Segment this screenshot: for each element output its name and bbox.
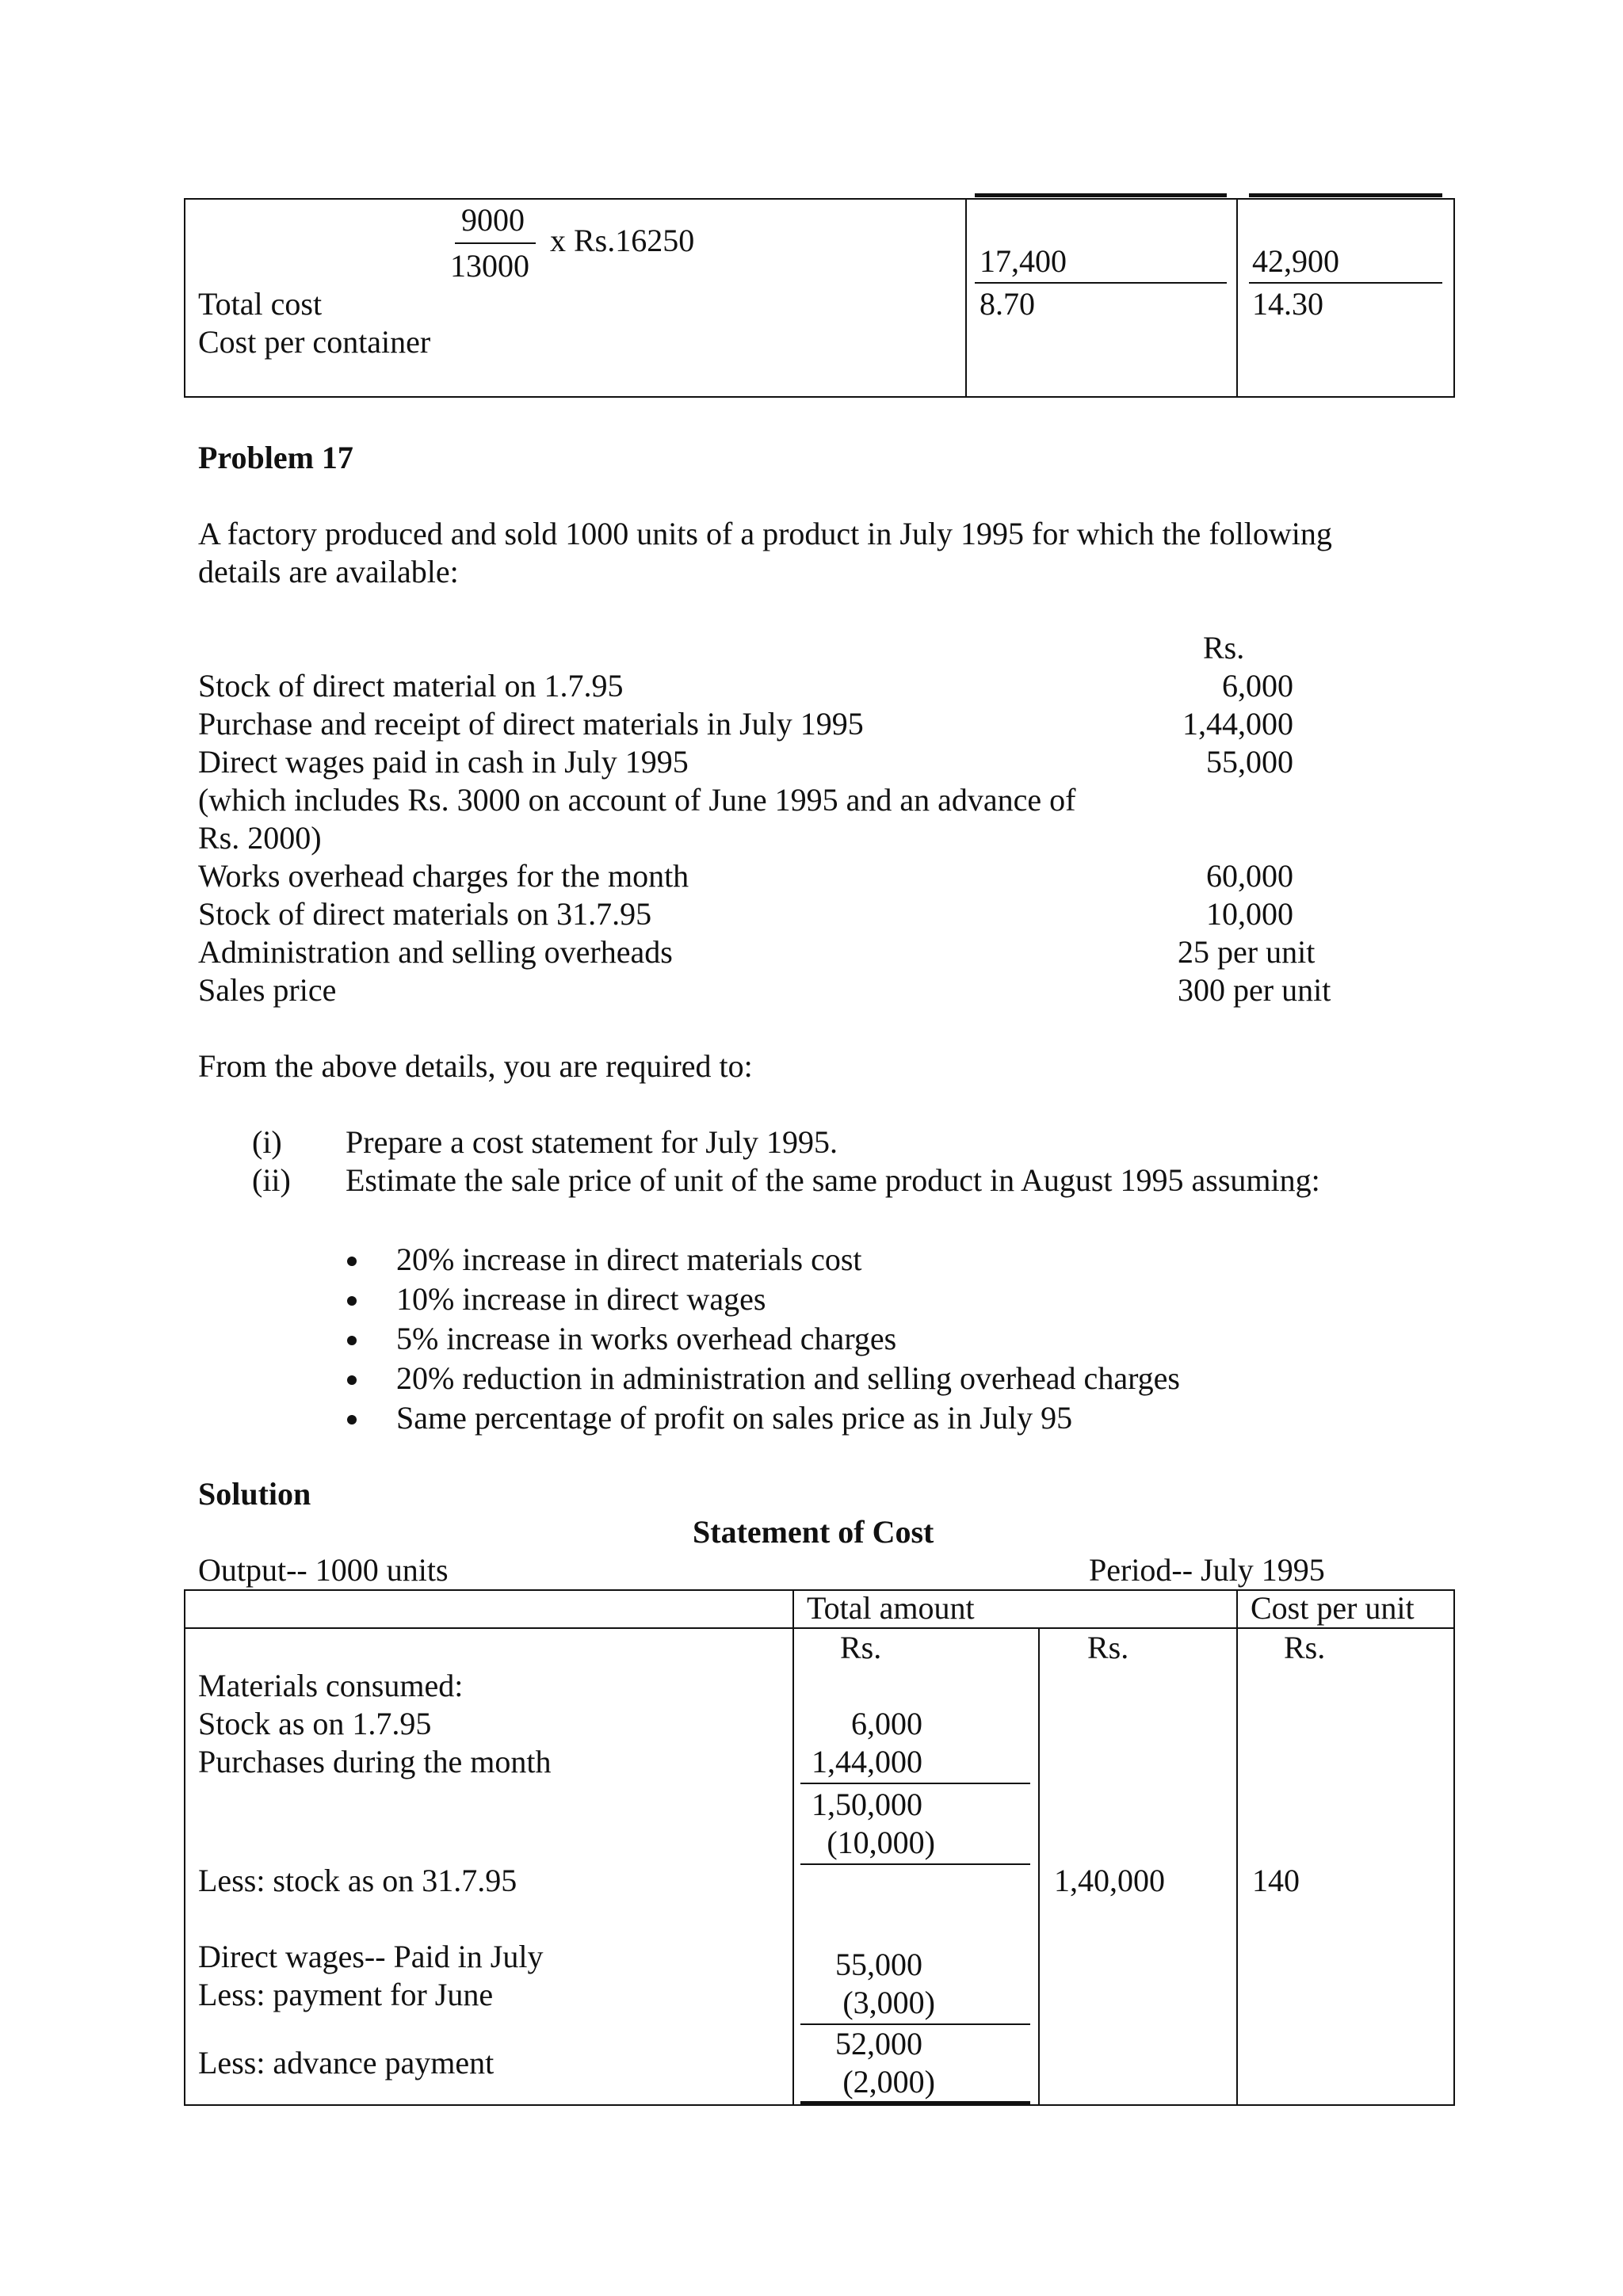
assumption-item: Same percentage of profit on sales price as in July 95	[396, 1400, 1073, 1436]
solution-heading: Solution	[198, 1476, 311, 1512]
task-number: (i)	[252, 1124, 282, 1160]
detail-value: 1,44,000	[1182, 706, 1293, 742]
cost-table-divider-3	[1236, 1589, 1238, 2106]
bullet-icon	[347, 1336, 357, 1345]
top-col2-value: 42,900	[1252, 243, 1339, 279]
assumption-item: 20% increase in direct materials cost	[396, 1241, 862, 1277]
currency-header: Rs.	[1203, 630, 1245, 666]
cost-table-border-left	[184, 1589, 185, 2106]
cost-per-container-label: Cost per container	[198, 324, 431, 360]
bullet-icon	[347, 1296, 357, 1306]
purchases-label: Purchases during the month	[198, 1744, 552, 1779]
wages-value: 55,000	[835, 1947, 922, 1982]
fraction-numerator: 9000	[461, 202, 525, 238]
total-cost-label: Total cost	[198, 286, 323, 322]
top-table-border-left	[184, 198, 185, 398]
stock-value: 6,000	[851, 1706, 922, 1741]
output-label: Output-- 1000 units	[198, 1552, 449, 1588]
detail-label: Sales price	[198, 972, 337, 1008]
detail-label: Stock of direct material on 1.7.95	[198, 668, 624, 704]
less-june-label: Less: payment for June	[198, 1977, 494, 2012]
less-advance-label: Less: advance payment	[198, 2045, 495, 2081]
assumption-item: 5% increase in works overhead charges	[396, 1321, 897, 1356]
task-number: (ii)	[252, 1162, 291, 1198]
detail-label: Works overhead charges for the month	[198, 858, 689, 894]
cost-table-header-rule	[184, 1627, 1455, 1629]
top-col2-underline	[1249, 282, 1442, 284]
bullet-icon	[347, 1257, 357, 1266]
detail-value: 25 per unit	[1178, 934, 1316, 970]
header-rs-col2: Rs.	[1087, 1630, 1129, 1665]
top-col1-value: 17,400	[980, 243, 1067, 279]
total-cost-col2: 14.30	[1252, 286, 1323, 322]
purchases-underline	[800, 1783, 1030, 1784]
cost-table-divider-1	[792, 1589, 794, 2106]
less-stock-label: Less: stock as on 31.7.95	[198, 1863, 517, 1898]
wages-subtotal: 52,000	[835, 2026, 922, 2061]
problem-title: Problem 17	[198, 440, 353, 475]
problem-intro-line-1: A factory produced and sold 1000 units of a product in July 1995 for which the following	[198, 516, 1332, 551]
detail-value: 300 per unit	[1178, 972, 1331, 1008]
detail-value: 6,000	[1222, 668, 1293, 704]
top-table-divider-1	[965, 198, 967, 398]
detail-value: 10,000	[1206, 896, 1293, 932]
assumption-item: 20% reduction in administration and selling overhead charges	[396, 1360, 1180, 1396]
materials-subtotal: 1,50,000	[812, 1787, 922, 1822]
top-table-divider-2	[1236, 198, 1238, 398]
materials-total: 1,40,000	[1054, 1863, 1165, 1898]
header-rs-col1: Rs.	[840, 1630, 882, 1665]
cost-table-border-bottom	[184, 2104, 1455, 2106]
top-table-border-bottom	[184, 396, 1455, 398]
required-intro: From the above details, you are required to:	[198, 1048, 753, 1084]
detail-label: Direct wages paid in cash in July 1995	[198, 744, 689, 780]
purchases-value: 1,44,000	[812, 1744, 922, 1779]
materials-consumed-label: Materials consumed:	[198, 1668, 464, 1703]
top-col1-thick-rule	[975, 193, 1227, 197]
top-col2-thick-rule	[1249, 193, 1442, 197]
statement-title: Statement of Cost	[693, 1514, 934, 1550]
less-june-value: (3,000)	[842, 1985, 935, 2020]
less-advance-underline	[800, 2101, 1030, 2104]
bullet-icon	[347, 1375, 357, 1385]
task-text: Estimate the sale price of unit of the same product in August 1995 assuming:	[346, 1162, 1320, 1198]
materials-per-unit: 140	[1252, 1863, 1300, 1898]
less-stock-underline	[800, 1863, 1030, 1865]
header-total-amount: Total amount	[807, 1590, 975, 1626]
detail-label: (which includes Rs. 3000 on account of June 1995 and an advance of	[198, 782, 1076, 818]
header-cost-per-unit: Cost per unit	[1251, 1590, 1415, 1626]
less-stock-value: (10,000)	[827, 1825, 935, 1860]
wages-label: Direct wages-- Paid in July	[198, 1939, 544, 1974]
fraction-bar	[455, 242, 536, 244]
detail-value: 55,000	[1206, 744, 1293, 780]
cost-table-divider-2	[1038, 1627, 1040, 2106]
header-rs-col3: Rs.	[1284, 1630, 1326, 1665]
problem-intro-line-2: details are available:	[198, 554, 459, 589]
detail-value: 60,000	[1206, 858, 1293, 894]
top-table-border-right	[1453, 198, 1455, 398]
period-label: Period-- July 1995	[1089, 1552, 1325, 1588]
cost-table-border-right	[1453, 1589, 1455, 2106]
task-text: Prepare a cost statement for July 1995.	[346, 1124, 838, 1160]
detail-label: Rs. 2000)	[198, 820, 322, 856]
fraction-multiplier: x Rs.16250	[550, 223, 695, 258]
top-table-border-top	[184, 198, 1455, 200]
bullet-icon	[347, 1415, 357, 1425]
detail-label: Administration and selling overheads	[198, 934, 673, 970]
detail-label: Stock of direct materials on 31.7.95	[198, 896, 652, 932]
top-col1-underline	[975, 282, 1227, 284]
total-cost-col1: 8.70	[980, 286, 1035, 322]
detail-label: Purchase and receipt of direct materials in July 1995	[198, 706, 864, 742]
less-advance-value: (2,000)	[842, 2064, 935, 2100]
assumption-item: 10% increase in direct wages	[396, 1281, 766, 1317]
stock-label: Stock as on 1.7.95	[198, 1706, 432, 1741]
fraction-denominator: 13000	[450, 248, 529, 284]
